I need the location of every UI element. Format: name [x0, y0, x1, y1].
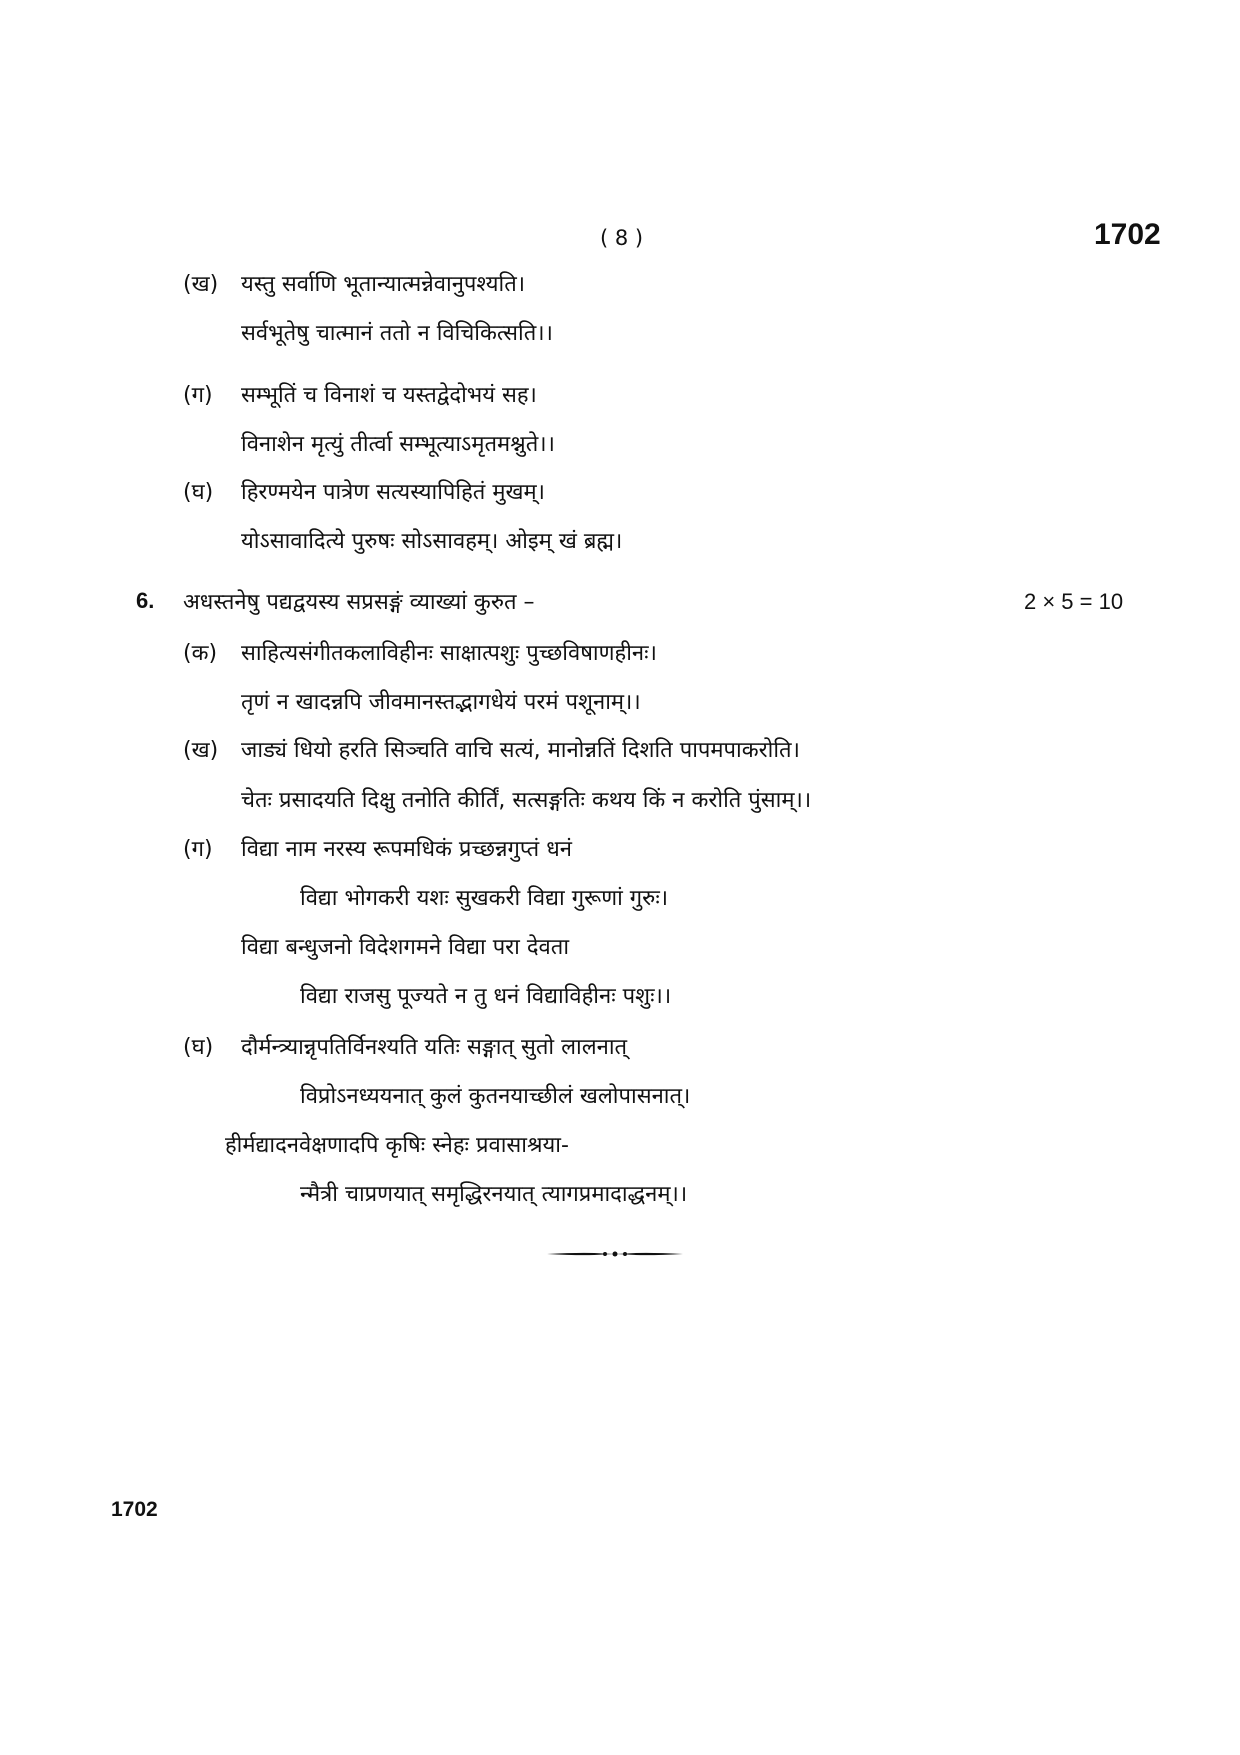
end-ornament: [545, 1248, 685, 1260]
verse-line: विद्या भोगकरी यशः सुखकरी विद्या गुरूणां गुरुः।: [300, 886, 669, 911]
page-number: ( 8 ): [600, 226, 644, 250]
verse-line: हीर्मद्यादनवेक्षणादपि कृषिः स्नेहः प्रवासाश्रया-: [225, 1133, 569, 1158]
verse-line: चेतः प्रसादयति दिक्षु तनोति कीर्तिं, सत्सङ्गतिः कथय किं न करोति पुंसाम्।।: [241, 788, 812, 813]
verse-line: विद्या बन्धुजनो विदेशगमने विद्या परा देवता: [241, 935, 570, 960]
verse-line: विद्या राजसु पूज्यते न तु धनं विद्याविहीनः पशुः।।: [300, 984, 672, 1009]
verse-line: जाड्यं धियो हरति सिञ्चति वाचि सत्यं, मानोन्नतिं दिशति पापमपाकरोति।: [241, 738, 800, 763]
item-label: (घ): [183, 480, 214, 505]
item-label: (ग): [183, 383, 213, 408]
verse-line: सर्वभूतेषु चात्मानं ततो न विचिकित्सति।।: [241, 321, 553, 346]
paper-code-footer: 1702: [111, 1498, 158, 1521]
item-label: (ग): [183, 837, 213, 862]
verse-line: विप्रोऽनध्ययनात् कुलं कुतनयाच्छीलं खलोपासनात्।: [300, 1084, 691, 1109]
verse-line: विनाशेन मृत्युं तीर्त्वा सम्भूत्याऽमृतमश्नुते।।: [241, 432, 555, 457]
verse-line: सम्भूतिं च विनाशं च यस्तद्वेदोभयं सह।: [241, 383, 537, 408]
item-label: (ख): [183, 738, 219, 763]
question-marks: 2 × 5 = 10: [1024, 589, 1124, 614]
item-label: (घ): [183, 1035, 214, 1060]
verse-line: न्मैत्री चाप्रणयात् समृद्धिरनयात् त्यागप्रमादाद्धनम्।।: [300, 1182, 688, 1207]
verse-line: दौर्मन्त्र्यान्नृपतिर्विनश्यति यतिः सङ्गात् सुतो लालनात्: [241, 1035, 628, 1060]
verse-line: यस्तु सर्वाणि भूतान्यात्मन्नेवानुपश्यति।: [241, 272, 526, 297]
verse-line: हिरण्मयेन पात्रेण सत्यस्यापिहितं मुखम्।: [241, 480, 545, 505]
verse-line: साहित्यसंगीतकलाविहीनः साक्षात्पशुः पुच्छविषाणहीनः।: [241, 641, 657, 666]
verse-line: विद्या नाम नरस्य रूपमधिकं प्रच्छन्नगुप्तं धनं: [241, 837, 572, 862]
verse-line: योऽसावादित्ये पुरुषः सोऽसावहम्। ओइम् खं ब्रह्म।: [241, 529, 623, 554]
item-label: (ख): [183, 272, 219, 297]
question-text: अधस्तनेषु पद्यद्वयस्य सप्रसङ्गं व्याख्यां कुरुत –: [183, 590, 535, 615]
question-number: 6.: [136, 588, 155, 613]
paper-code-header: 1702: [1094, 218, 1161, 251]
verse-line: तृणं न खादन्नपि जीवमानस्तद्भागधेयं परमं पशूनाम्।।: [241, 690, 641, 715]
item-label: (क): [183, 641, 218, 666]
